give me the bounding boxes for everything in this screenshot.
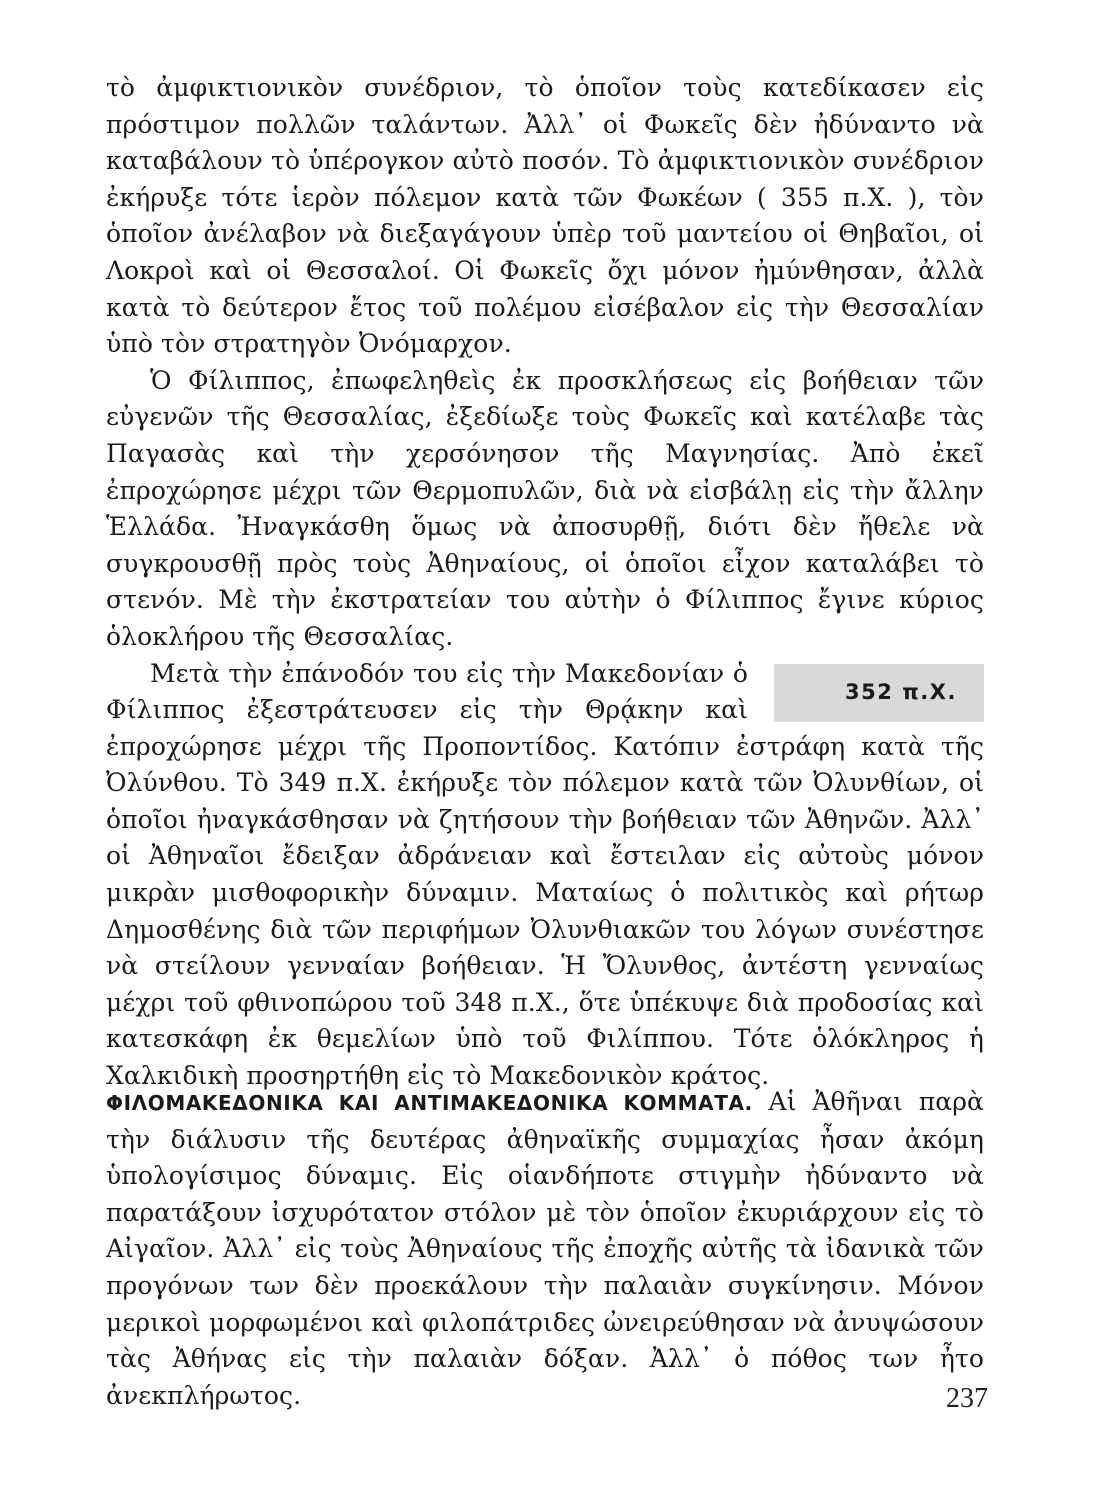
section-block [106, 1084, 984, 1414]
page-number: 237 [946, 1383, 988, 1414]
section-paragraph [106, 1084, 984, 1414]
paragraph-3 [106, 656, 984, 1095]
section-heading: ΦΙΛΟΜΑΚΕΔΟΝΙΚΑ ΚΑΙ ΑΝΤΙΜΑΚΕΔΟΝΙΚΑ ΚΟΜΜΑΤΑ. [106, 1091, 753, 1115]
main-text-block [106, 70, 984, 1095]
paragraph-1: τὸ ἀμφικτιονικὸν συνέδριον, τὸ ὁποῖον τοὺς κατεδίκασεν εἰς πρόστιμον πολλῶν ταλάντων. Ἀλλ᾽ οἱ Φωκεῖς δὲν ἠδύναντο νὰ καταβάλουν τὸ ὑπέρογκον αὐτὸ ποσόν. Τὸ ἀμφικτιονικὸν συνέδριον ἐκήρυξε τότε ἱερὸν πόλεμον κατὰ τῶν Φωκέων ( 355 π.Χ. ), τὸν ὁποῖον ἀνέλαβον νὰ διεξαγάγουν ὑπὲρ τοῦ μαντείου οἱ Θηβαῖοι, οἱ Λοκροὶ καὶ οἱ Θεσσαλοί. Οἱ Φωκεῖς ὄχι μόνον ἠμύνθησαν, ἀλλὰ κατὰ τὸ δεύτερον ἔτος τοῦ πολέμου εἰσέβαλον εἰς τὴν Θεσσαλίαν ὑπὸ τὸν στρατηγὸν Ὀνόμαρχον. [106, 73, 984, 359]
section-text: Αἱ Ἀθῆναι παρὰ τὴν διάλυσιν τῆς δευτέρας ἀθηναϊκῆς συμμαχίας ἦσαν ἀκόμη ὑπολογίσιμος δύναμις. Εἰς οἱανδήποτε στιγμὴν ἠδύναντο νὰ παρατάξουν ἰσχυρότατον στόλον μὲ τὸν ὁποῖον ἐκυριάρχουν εἰς τὸ Αἰγαῖον. Ἀλλ᾽ εἰς τοὺς Ἀθηναίους τῆς ἐποχῆς αὐτῆς τὰ ἰδανικὰ τῶν προγόνων των δὲν προεκάλουν τὴν παλαιὰν συγκίνησιν. Μόνον μερικοὶ μορφωμένοι καὶ φιλοπάτριδες ὠνειρεύθησαν νὰ ἀνυψώσουν τὰς Ἀθήνας εἰς τὴν παλαιὰν δόξαν. Ἀλλ᾽ ὁ πόθος των ἦτο ἀνεκπλήρωτος. [106, 1087, 985, 1410]
paragraph-3-text: Μετὰ τὴν ἐπάνοδόν του εἰς τὴν Μακεδονίαν ὁ Φίλιππος ἐξεστράτευσεν εἰς τὴν Θρᾴκην καὶ ἐπροχώρησε μέχρι τῆς Προποντίδος. Κατόπιν ἐστράφη κατὰ τῆς Ὀλύνθου. Τὸ 349 π.Χ. ἐκήρυξε τὸν πόλεμον κατὰ τῶν Ὀλυνθίων, οἱ ὁποῖοι ἠναγκάσθησαν νὰ ζητήσουν τὴν βοήθειαν τῶν Ἀθηνῶν. Ἀλλ᾽ οἱ Ἀθηναῖοι ἔδειξαν ἀδράνειαν καὶ ἔστειλαν εἰς αὐτοὺς μόνον μικρὰν μισθοφορικὴν δύναμιν. Ματαίως ὁ πολιτικὸς καὶ ρήτωρ Δημοσθένης διὰ τῶν περιφήμων Ὀλυνθιακῶν του λόγων συνέστησε νὰ στείλουν γενναίαν βοήθειαν. Ἡ Ὄλυνθος, ἀντέστη γενναίως μέχρι τοῦ φθινοπώρου τοῦ 348 π.Χ., ὅτε ὑπέκυψε διὰ προδοσίας καὶ κατεσκάφη ἐκ θεμελίων ὑπὸ τοῦ Φιλίππου. Τότε ὁλόκληρος ἡ Χαλκιδικὴ προσηρτήθη εἰς τὸ Μακεδονικὸν κράτος. [106, 658, 984, 1091]
paragraph-2: Ὁ Φίλιππος, ἐπωφεληθεὶς ἐκ προσκλήσεως εἰς βοήθειαν τῶν εὐγενῶν τῆς Θεσσαλίας, ἐξεδίωξε τοὺς Φωκεῖς καὶ κατέλαβε τὰς Παγασὰς καὶ τὴν χερσόνησον τῆς Μαγνησίας. Ἀπὸ ἐκεῖ ἐπροχώρησε μέχρι τῶν Θερμοπυλῶν, διὰ νὰ εἰσβάλῃ εἰς τὴν ἄλλην Ἑλλάδα. Ἠναγκάσθη ὅμως νὰ ἀποσυρθῇ, διότι δὲν ἤθελε νὰ συγκρουσθῇ πρὸς τοὺς Ἀθηναίους, οἱ ὁποῖοι εἶχον καταλάβει τὸ στενόν. Μὲ τὴν ἐκστρατείαν του αὐτὴν ὁ Φίλιππος ἔγινε κύριος ὁλοκλήρου τῆς Θεσσαλίας. [106, 365, 984, 651]
margin-date-box: 352 π.Χ. [774, 664, 984, 722]
